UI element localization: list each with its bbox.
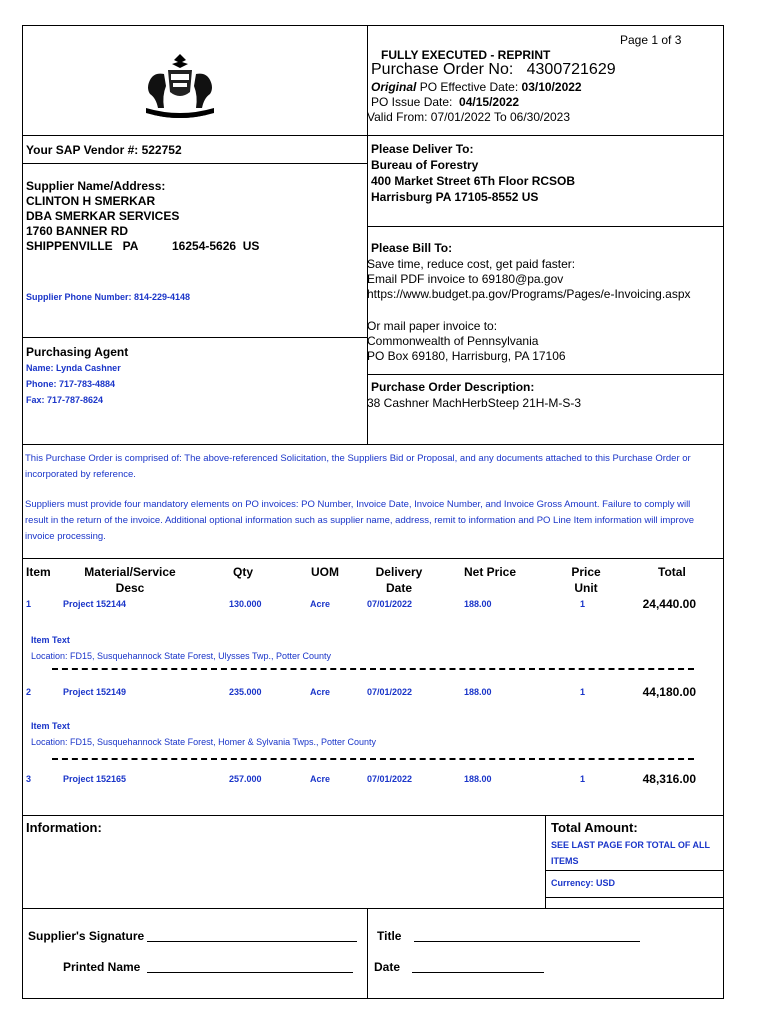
currency: Currency: USD bbox=[551, 878, 616, 888]
valid-range: Valid From: 07/01/2022 To 06/30/2023 bbox=[367, 110, 571, 124]
effective-bold: Original bbox=[371, 80, 417, 94]
row-date: 07/01/2022 bbox=[367, 599, 413, 609]
divider bbox=[367, 226, 724, 227]
divider bbox=[22, 908, 724, 909]
row-date: 07/01/2022 bbox=[367, 774, 413, 784]
row-qty: 257.000 bbox=[229, 774, 262, 784]
po-number-line bbox=[371, 60, 616, 80]
divider bbox=[367, 25, 368, 445]
mail-line: Or mail paper invoice to: bbox=[367, 319, 498, 333]
total-amount-label: Total Amount: bbox=[551, 820, 638, 835]
sap-vendor-number: Your SAP Vendor #: 522752 bbox=[26, 143, 182, 157]
supplier-zip: 16254-5626 US bbox=[172, 239, 260, 253]
divider bbox=[22, 558, 724, 559]
row-unit: 1 bbox=[580, 774, 586, 784]
row-item: 2 bbox=[26, 687, 32, 697]
row-separator bbox=[52, 758, 694, 760]
pennsylvania-seal-logo bbox=[140, 50, 220, 120]
signature-line[interactable] bbox=[147, 941, 357, 942]
supplier-phone: Supplier Phone Number: 814-229-4148 bbox=[26, 292, 191, 302]
effective-date: 03/10/2022 bbox=[521, 80, 582, 94]
row-item: 3 bbox=[26, 774, 32, 784]
row-separator bbox=[52, 668, 694, 670]
divider bbox=[22, 163, 368, 164]
row-unit: 1 bbox=[580, 687, 586, 697]
col-header-qty: Qty bbox=[233, 565, 254, 579]
divider bbox=[367, 374, 724, 375]
issue-date-line bbox=[371, 94, 519, 110]
po-description-title: Purchase Order Description: bbox=[371, 380, 535, 394]
row-total: 48,316.00 bbox=[642, 772, 696, 786]
agent-name: Name: Lynda Cashner bbox=[26, 363, 121, 373]
deliver-to-title: Please Deliver To: bbox=[371, 142, 474, 156]
deliver-line: 400 Market Street 6Th Floor RCSOB bbox=[371, 174, 576, 188]
date-line[interactable] bbox=[412, 972, 544, 973]
title-label: Title bbox=[377, 929, 402, 943]
row-uom: Acre bbox=[310, 687, 331, 697]
supplier-city: SHIPPENVILLE PA bbox=[26, 239, 139, 253]
row-date: 07/01/2022 bbox=[367, 687, 413, 697]
row-uom: Acre bbox=[310, 599, 331, 609]
item-text: Location: FD15, Susquehannock State Forest, Homer & Sylvania Twps., Potter County bbox=[31, 737, 377, 747]
deliver-line: Bureau of Forestry bbox=[371, 158, 479, 172]
row-total: 44,180.00 bbox=[642, 685, 696, 699]
notice-paragraph: This Purchase Order is comprised of: The above-referenced Solicitation, the Suppliers Bid or Proposal, and any documents attached to this Purchase Order or incorporated by reference. bbox=[25, 453, 691, 480]
divider bbox=[545, 897, 724, 898]
row-total: 24,440.00 bbox=[642, 597, 696, 611]
row-desc: Project 152144 bbox=[63, 599, 127, 609]
bill-to-title: Please Bill To: bbox=[371, 241, 453, 255]
col-header-price-unit: Price Unit bbox=[571, 565, 601, 595]
effective-date-line bbox=[371, 79, 582, 95]
divider bbox=[22, 444, 724, 445]
item-text: Location: FD15, Susquehannock State Forest, Ulysses Twp., Potter County bbox=[31, 651, 331, 661]
po-number: 4300721629 bbox=[526, 61, 616, 78]
po-number-label: Purchase Order No: bbox=[371, 61, 514, 78]
divider bbox=[367, 908, 368, 999]
agent-fax: Fax: 717-787-8624 bbox=[26, 395, 104, 405]
notice-paragraph: Suppliers must provide four mandatory elements on PO invoices: PO Number, Invoice Date, Invoice Number, and Invoice Gross Amount. Failure to comply will result in the return of the invoice. Additional optional information such as supplier name, address, remit to information and PO Line Item information will improve invoice processing. bbox=[25, 499, 695, 542]
page-indicator: Page 1 of 3 bbox=[620, 33, 682, 47]
deliver-line: Harrisburg PA 17105-8552 US bbox=[371, 190, 539, 204]
mail-line: Commonwealth of Pennsylvania bbox=[367, 334, 539, 348]
mail-line: PO Box 69180, Harrisburg, PA 17106 bbox=[367, 349, 566, 363]
col-header-delivery: Delivery Date bbox=[375, 565, 423, 595]
row-unit: 1 bbox=[580, 599, 586, 609]
row-net: 188.00 bbox=[464, 599, 492, 609]
po-status: FULLY EXECUTED - REPRINT bbox=[381, 48, 551, 62]
row-item: 1 bbox=[26, 599, 32, 609]
col-header-uom: UOM bbox=[311, 565, 339, 579]
col-header-total: Total bbox=[658, 565, 686, 579]
col-header-net: Net Price bbox=[464, 565, 517, 579]
total-amount-note: SEE LAST PAGE FOR TOTAL OF ALL ITEMS bbox=[551, 840, 710, 866]
row-desc: Project 152165 bbox=[63, 774, 127, 784]
title-line[interactable] bbox=[414, 941, 640, 942]
divider bbox=[22, 815, 724, 816]
row-qty: 130.000 bbox=[229, 599, 262, 609]
row-uom: Acre bbox=[310, 774, 331, 784]
divider bbox=[22, 135, 724, 136]
col-header-desc: Material/Service Desc bbox=[84, 565, 176, 595]
agent-phone: Phone: 717-783-4884 bbox=[26, 379, 116, 389]
issue-label: PO Issue Date: bbox=[371, 95, 453, 109]
bill-line: Email PDF invoice to 69180@pa.gov bbox=[367, 272, 564, 286]
date-label: Date bbox=[374, 960, 401, 974]
supplier-signature-label: Supplier's Signature bbox=[28, 929, 145, 943]
bill-line: https://www.budget.pa.gov/Programs/Pages/e-Invoicing.aspx bbox=[367, 287, 691, 301]
bill-line: Save time, reduce cost, get paid faster: bbox=[367, 257, 576, 271]
purchasing-agent-title: Purchasing Agent bbox=[26, 345, 129, 359]
divider bbox=[22, 337, 368, 338]
po-description-text: 38 Cashner MachHerbSteep 21H-M-S-3 bbox=[367, 396, 582, 410]
issue-date: 04/15/2022 bbox=[459, 95, 520, 109]
effective-label: PO Effective Date: bbox=[419, 80, 519, 94]
divider bbox=[545, 870, 724, 871]
row-net: 188.00 bbox=[464, 774, 492, 784]
row-qty: 235.000 bbox=[229, 687, 262, 697]
supplier-address-line: 1760 BANNER RD bbox=[26, 224, 129, 238]
printed-name-label: Printed Name bbox=[63, 960, 141, 974]
row-desc: Project 152149 bbox=[63, 687, 127, 697]
supplier-title: Supplier Name/Address: bbox=[26, 179, 166, 193]
printed-name-line[interactable] bbox=[147, 972, 353, 973]
row-net: 188.00 bbox=[464, 687, 492, 697]
item-text-label: Item Text bbox=[31, 635, 70, 645]
divider bbox=[545, 815, 546, 908]
supplier-address-line: DBA SMERKAR SERVICES bbox=[26, 209, 180, 223]
information-label: Information: bbox=[26, 820, 102, 835]
col-header-item: Item bbox=[26, 565, 51, 579]
item-text-label: Item Text bbox=[31, 721, 70, 731]
supplier-address-line: CLINTON H SMERKAR bbox=[26, 194, 156, 208]
